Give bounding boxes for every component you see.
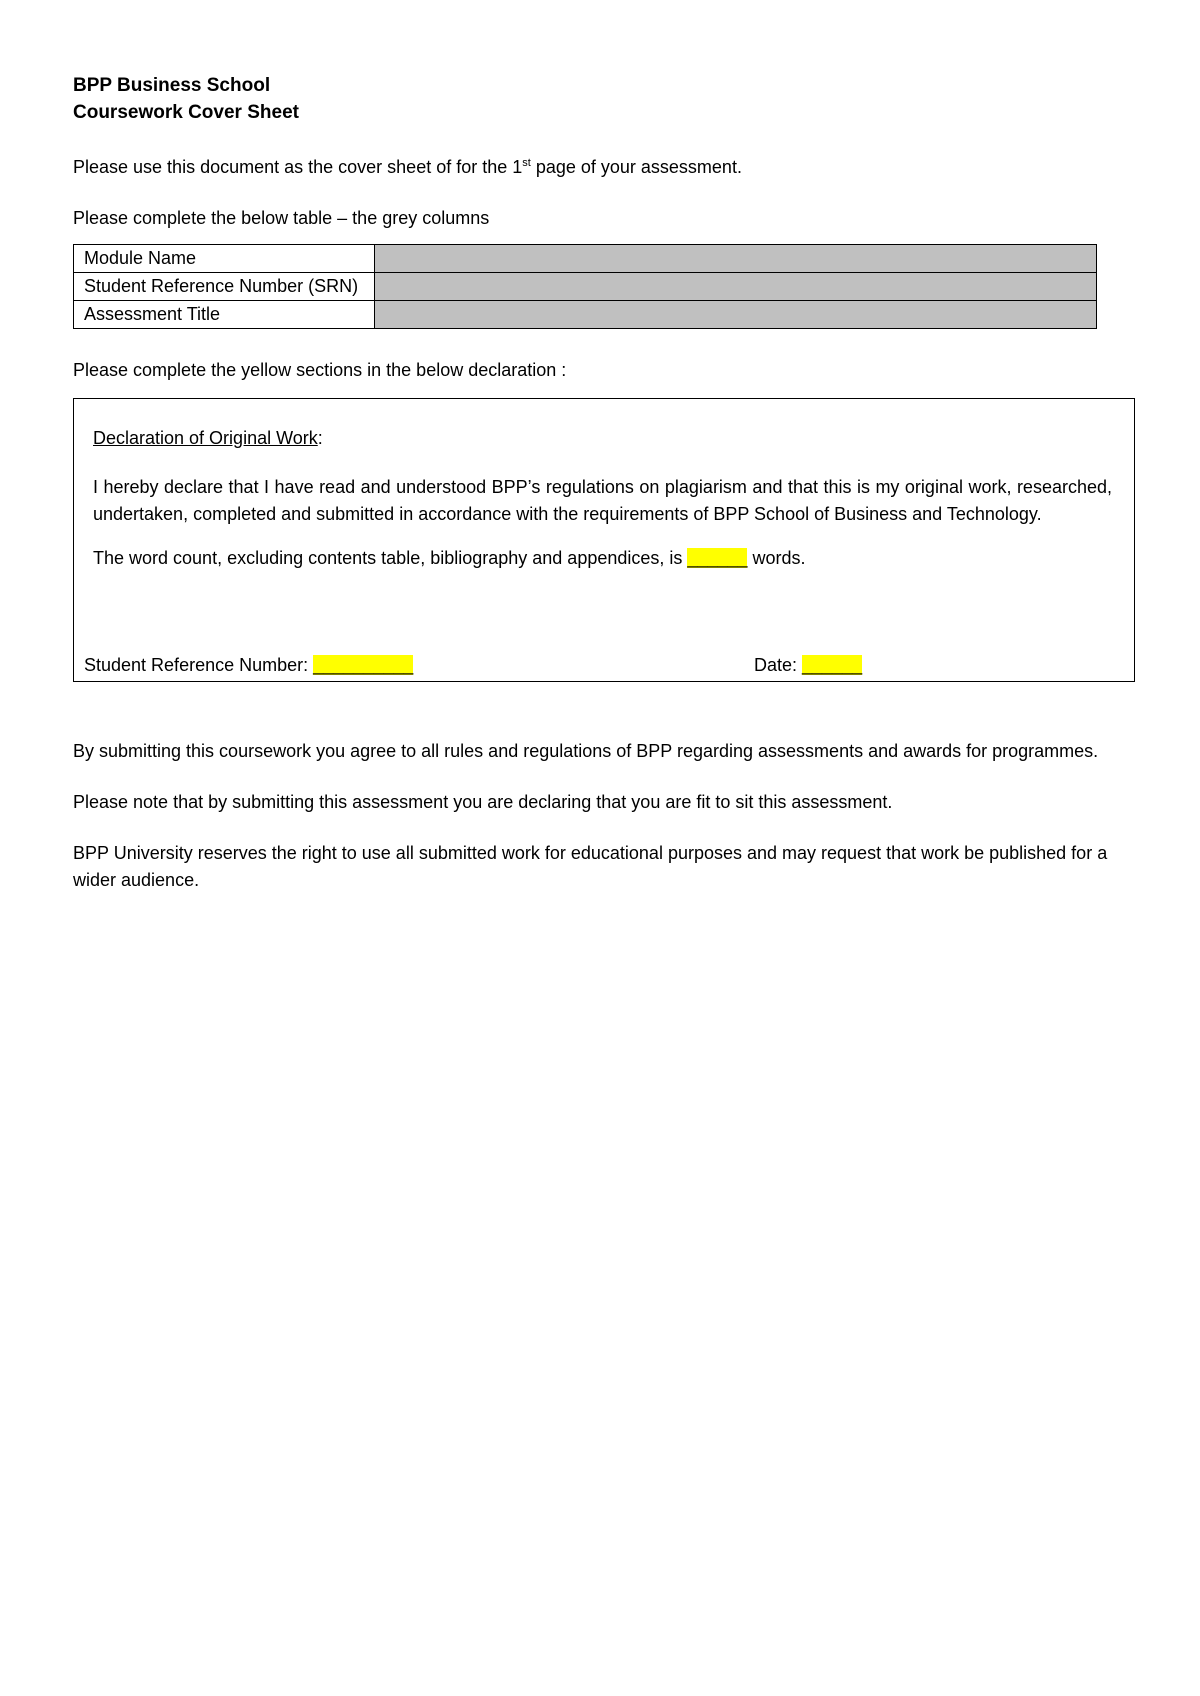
intro-text-before: Please use this document as the cover sheet of for the 1 [73,157,523,177]
srn-field[interactable] [375,273,1097,301]
word-count-line [93,545,1112,572]
table-row [74,245,1097,273]
srn-label: Student Reference Number (SRN) [74,273,375,301]
declaration-content [93,425,1112,572]
assessment-title-label: Assessment Title [74,301,375,329]
intro-superscript: st [522,157,531,169]
date-field[interactable]: ______ [802,655,863,675]
declaration-heading-suffix: : [317,428,323,448]
srn-signature-field[interactable]: __________ [313,655,414,675]
intro-text-after: page of your assessment. [530,157,742,177]
assessment-title-field[interactable] [375,301,1097,329]
srn-signature-label: Student Reference Number: [84,655,314,675]
word-count-field[interactable]: ______ [687,548,748,568]
document-title: Coursework Cover Sheet [73,102,299,123]
declaration-instruction: Please complete the yellow sections in the below declaration : [73,360,567,380]
declaration-body: I hereby declare that I have read and understood BPP’s regulations on plagiarism and that this is my original work, researched, undertaken, completed and submitted in accordance with the requirements of BPP School of Business and Technology. [93,477,1112,524]
date-label: Date: [754,655,803,675]
table-row [74,273,1097,301]
footer-paragraph-rules: By submitting this coursework you agree to all rules and regulations of BPP regarding assessments and awards for programmes. [73,741,1099,761]
footer-paragraph-rights: BPP University reserves the right to use all submitted work for educational purposes and may request that work be published for a wider audience. [73,843,1108,890]
school-name: BPP Business School [73,75,271,96]
srn-signature [84,652,413,679]
intro-paragraph [73,154,1137,181]
footer-paragraph-fit-to-sit: Please note that by submitting this assessment you are declaring that you are fit to sit this assessment. [73,792,893,812]
cover-sheet-page [73,72,1137,894]
declaration-box [73,398,1135,682]
table-row [74,301,1097,329]
word-count-text-after: words. [747,548,806,568]
date-signature [754,652,862,679]
declaration-heading: Declaration of Original Work [93,428,318,448]
module-name-label: Module Name [74,245,375,273]
info-table [73,244,1097,329]
module-name-field[interactable] [375,245,1097,273]
table-instruction: Please complete the below table – the grey columns [73,208,490,228]
word-count-text-before: The word count, excluding contents table, bibliography and appendices, is [93,548,688,568]
declaration-heading-line [93,425,1112,452]
